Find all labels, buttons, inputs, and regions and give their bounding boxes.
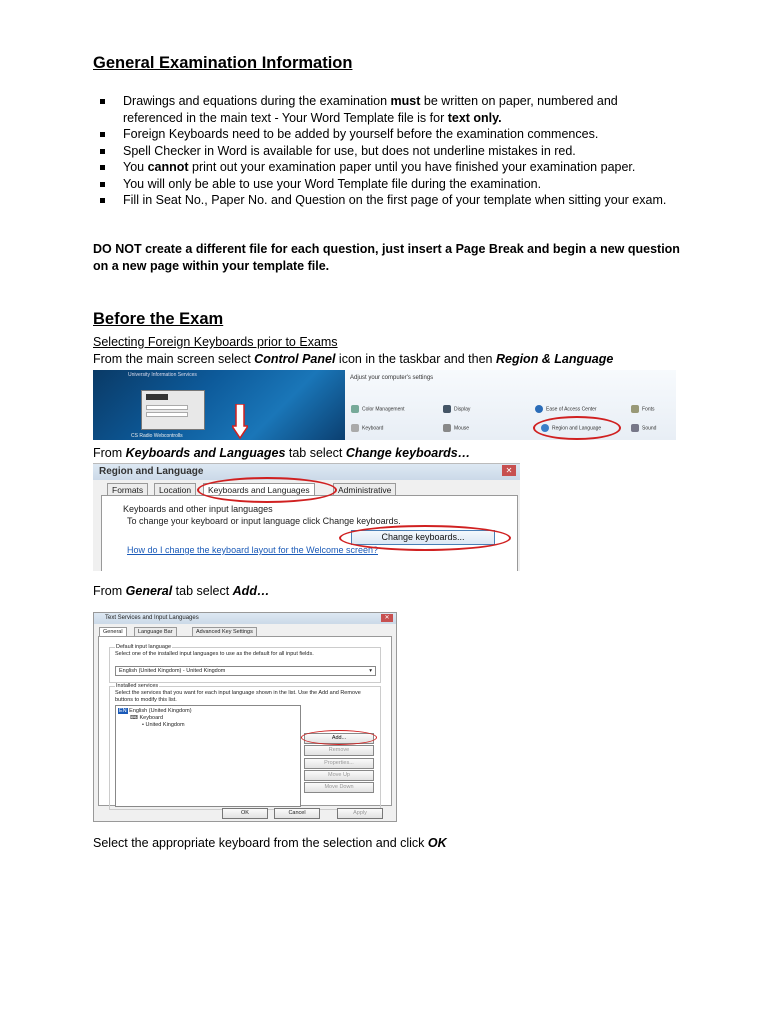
ok-button[interactable]: OK [222,808,268,819]
desktop-title: University Information Services [128,372,197,378]
highlight-oval [301,730,377,745]
apply-button[interactable]: Apply [337,808,383,819]
login-dialog [141,390,205,430]
cp-item-sound[interactable]: Sound [631,424,656,432]
default-language-desc: Select one of the installed input languages to use as the default for all input fields. [115,651,314,657]
cp-header: Adjust your computer's settings [350,375,434,381]
region-language-screenshot [93,463,520,571]
dialog-title: Text Services and Input Languages [105,615,199,621]
close-icon[interactable]: ✕ [381,614,393,622]
list-item: Drawings and equations during the examination must be written on paper, numbered and referenced in the main text - Your Word Template file is for text only. [98,93,678,126]
dialog-title: Region and Language [99,466,204,477]
cp-item-keyboard[interactable]: Keyboard [351,424,383,432]
exam-rules-list [98,93,678,209]
add-button[interactable]: Add... [304,733,374,744]
tab-language-bar[interactable]: Language Bar [134,627,177,637]
list-item: Foreign Keyboards need to be added by yourself before the examination commences. [98,126,678,143]
keyboard-icon: ⌨ [130,715,138,721]
arrow-down-icon [232,404,248,440]
list-item: Fill in Seat No., Paper No. and Question on the first page of your template when sitting your exam. [98,192,678,209]
desktop-caption: CS Radio Webcontrolls [131,433,183,439]
change-keyboards-button[interactable]: Change keyboards... [351,530,495,545]
highlight-oval [533,416,621,440]
page-break-notice: DO NOT create a different file for each question, just insert a Page Break and begin a new question on a new page within your template file. [93,242,680,273]
cp-item-mouse[interactable]: Mouse [443,424,469,432]
step4-text: Select the appropriate keyboard from the selection and click OK [93,836,447,850]
cp-item-ease-of-access[interactable]: Ease of Access Center [535,405,597,413]
tab-location[interactable]: Location [154,483,196,496]
default-language-select[interactable]: English (United Kingdom) - United Kingdom ▾ [115,666,376,676]
text-services-screenshot [93,612,397,822]
list-item: You cannot print out your examination paper until you have finished your examination paper. [98,159,678,176]
list-item: Spell Checker in Word is available for use, but does not underline mistakes in red. [98,143,678,160]
control-panel-screenshot [93,370,676,440]
move-down-button[interactable]: Move Down [304,782,374,793]
keyboards-subheading: Selecting Foreign Keyboards prior to Exams [93,335,338,349]
close-icon[interactable]: ✕ [502,465,516,476]
tab-advanced-key-settings[interactable]: Advanced Key Settings [192,627,257,637]
step3-text: From General tab select Add… [93,584,270,598]
tree-keyboard-node[interactable]: ⌨ Keyboard [130,715,164,721]
tree-layout-node[interactable]: • United Kingdom [142,722,185,728]
installed-services-label: Installed services [116,683,159,689]
move-up-button[interactable]: Move Up [304,770,374,781]
services-tree[interactable] [115,705,301,807]
tab-formats[interactable]: Formats [107,483,148,496]
highlight-oval [339,525,511,551]
cp-item-fonts[interactable]: Fonts [631,405,655,413]
cp-item-color-management[interactable]: Color Management [351,405,405,413]
keyboard-layout-help-link[interactable]: How do I change the keyboard layout for the Welcome screen? [127,545,378,555]
instruction-text: To change your keyboard or input language click Change keyboards. [127,516,401,526]
default-language-label: Default input language [116,644,172,650]
bullet-icon: • [142,722,144,728]
before-exam-heading: Before the Exam [93,310,224,328]
chevron-down-icon: ▾ [369,668,372,674]
step1-text: From the main screen select Control Panel icon in the taskbar and then Region & Language [93,352,614,366]
cp-item-region-language[interactable]: Region and Language [541,424,601,432]
cancel-button[interactable]: Cancel [274,808,320,819]
step2-text: From Keyboards and Languages tab select Change keyboards… [93,446,471,460]
installed-services-desc: Select the services that you want for each input language shown in the list. Use the Add and Remove buttons to modify this list. [115,690,361,703]
group-label: Keyboards and other input languages [123,504,273,514]
list-item: You will only be able to use your Word Template file during the examination. [98,176,678,193]
tab-administrative[interactable]: Administrative [333,483,396,496]
properties-button[interactable]: Properties... [304,758,374,769]
remove-button[interactable]: Remove [304,745,374,756]
cp-item-display[interactable]: Display [443,405,470,413]
lang-code-badge: EN [119,708,127,714]
tree-language-node[interactable]: EN English (United Kingdom) [119,708,192,714]
highlight-oval [197,477,337,503]
tab-general[interactable]: General [99,627,127,637]
control-panel-view [345,370,676,440]
tab-keyboards-languages[interactable]: Keyboards and Languages [203,483,315,496]
general-info-heading: General Examination Information [93,54,353,72]
desktop-image [93,370,345,440]
